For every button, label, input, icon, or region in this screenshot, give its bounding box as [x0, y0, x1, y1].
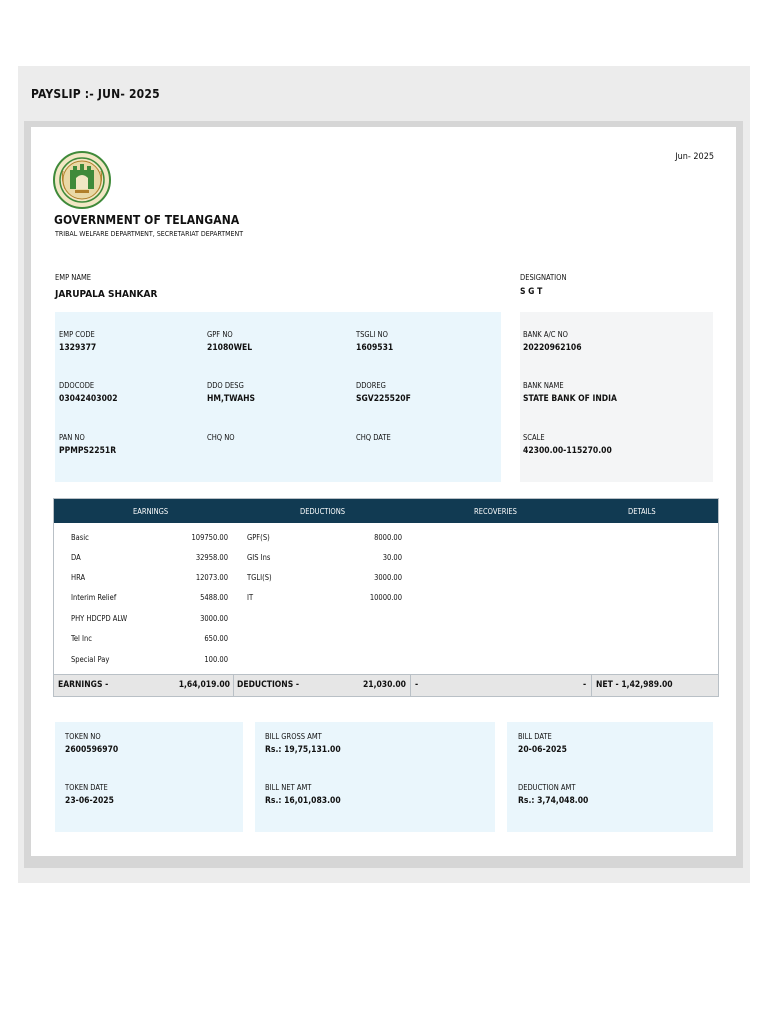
pan-no-value: PPMPS2251R — [59, 446, 117, 456]
ddo-desg-value: HM,TWAHS — [207, 394, 256, 404]
bill-gross-label: BILL GROSS AMT — [265, 732, 322, 741]
bank-name-field — [523, 381, 617, 404]
bill-gross-value: Rs.: 19,75,131.00 — [265, 745, 341, 755]
token-date-label: TOKEN DATE — [65, 783, 108, 792]
bill-date-label: BILL DATE — [518, 732, 552, 741]
earning-name: PHY HDCPD ALW — [71, 614, 128, 623]
earning-name: Special Pay — [71, 655, 110, 664]
token-box — [55, 722, 243, 832]
header-details: DETAILS — [628, 507, 656, 516]
telangana-emblem-icon — [53, 151, 111, 209]
token-date-value: 23-06-2025 — [65, 796, 114, 806]
bill-date-field — [518, 732, 567, 755]
pan-no-label: PAN NO — [59, 433, 85, 442]
ddo-desg-field — [207, 381, 255, 404]
earning-amount: 5488.00 — [200, 593, 228, 602]
tsgli-no-label: TSGLI NO — [356, 330, 388, 339]
scale-field — [523, 433, 612, 456]
chq-no-label: CHQ NO — [207, 433, 235, 442]
token-no-field — [65, 732, 118, 755]
payslip-period: Jun- 2025 — [675, 152, 714, 162]
gpf-no-label: GPF NO — [207, 330, 233, 339]
footer-divider — [410, 675, 411, 696]
bill-net-label: BILL NET AMT — [265, 783, 312, 792]
ddoreg-field — [356, 381, 411, 404]
organization-name: GOVERNMENT OF TELANGANA — [54, 213, 240, 227]
bill-net-value: Rs.: 16,01,083.00 — [265, 796, 341, 806]
emp-code-label: EMP CODE — [59, 330, 95, 339]
pay-table-footer — [54, 674, 718, 696]
pay-table — [53, 498, 719, 697]
bank-acno-label: BANK A/C NO — [523, 330, 568, 339]
scale-label: SCALE — [523, 433, 545, 442]
token-no-label: TOKEN NO — [65, 732, 101, 741]
earnings-total-label: EARNINGS - — [58, 680, 109, 690]
page-title: PAYSLIP :- JUN- 2025 — [31, 87, 160, 101]
bank-name-value: STATE BANK OF INDIA — [523, 394, 617, 404]
emp-name-value: JARUPALA SHANKAR — [55, 289, 158, 300]
deduction-amt-field — [518, 783, 588, 806]
ddoreg-label: DDOREG — [356, 381, 386, 390]
designation-label: DESIGNATION — [520, 273, 567, 282]
token-date-field — [65, 783, 114, 806]
net-pay: NET - 1,42,989.00 — [596, 680, 673, 690]
footer-divider — [591, 675, 592, 696]
recoveries-total-right: - — [583, 680, 587, 690]
ddocode-field — [59, 381, 118, 404]
header-earnings: EARNINGS — [133, 507, 169, 516]
deduction-name: TGLI(S) — [247, 573, 272, 582]
earning-name: Tel Inc — [71, 634, 92, 643]
pan-no-field — [59, 433, 116, 456]
ddocode-label: DDOCODE — [59, 381, 95, 390]
payslip-frame — [24, 121, 743, 868]
earning-amount: 100.00 — [204, 655, 228, 664]
deduction-amt-value: Rs.: 3,74,048.00 — [518, 796, 589, 806]
bank-details-panel — [520, 312, 713, 482]
ddo-desg-label: DDO DESG — [207, 381, 244, 390]
tsgli-no-field — [356, 330, 393, 353]
header-deductions: DEDUCTIONS — [300, 507, 346, 516]
bill-amount-box — [255, 722, 495, 832]
earning-amount: 650.00 — [204, 634, 228, 643]
deduction-amount: 10000.00 — [369, 593, 402, 602]
bill-net-field — [265, 783, 341, 806]
payslip-container — [18, 66, 750, 883]
chq-date-label: CHQ DATE — [356, 433, 391, 442]
gpf-no-field — [207, 330, 252, 353]
chq-date-field — [356, 433, 391, 446]
footer-divider — [233, 675, 234, 696]
deduction-name: IT — [247, 593, 254, 602]
deduction-amt-label: DEDUCTION AMT — [518, 783, 576, 792]
deductions-total-label: DEDUCTIONS - — [237, 680, 300, 690]
bank-name-label: BANK NAME — [523, 381, 564, 390]
department-name: TRIBAL WELFARE DEPARTMENT, SECRETARIAT DEPARTMENT — [55, 230, 244, 238]
payslip-paper — [31, 127, 736, 856]
scale-value: 42300.00-115270.00 — [523, 446, 612, 456]
bank-acno-value: 20220962106 — [523, 343, 582, 353]
earning-name: Interim Relief — [71, 593, 117, 602]
emp-name-label: EMP NAME — [55, 273, 92, 282]
chq-no-field — [207, 433, 235, 446]
emp-code-field — [59, 330, 96, 353]
deduction-amount: 3000.00 — [374, 573, 402, 582]
earning-name: Basic — [71, 533, 89, 542]
ddoreg-value: SGV225520F — [356, 394, 411, 404]
ddocode-value: 03042403002 — [59, 394, 118, 404]
earning-amount: 109750.00 — [191, 533, 228, 542]
earning-amount: 12073.00 — [195, 573, 228, 582]
tsgli-no-value: 1609531 — [356, 343, 394, 353]
deduction-amount: 8000.00 — [374, 533, 402, 542]
bank-acno-field — [523, 330, 582, 353]
recoveries-total-left: - — [415, 680, 419, 690]
deduction-name: GIS Ins — [247, 553, 271, 562]
earnings-total-value: 1,64,019.00 — [178, 680, 230, 690]
bill-date-value: 20-06-2025 — [518, 745, 567, 755]
earning-name: DA — [71, 553, 81, 562]
earning-amount: 3000.00 — [200, 614, 228, 623]
pay-table-header — [54, 499, 718, 523]
deductions-total-value: 21,030.00 — [362, 680, 406, 690]
designation-value: S G T — [520, 287, 543, 297]
bill-gross-field — [265, 732, 341, 755]
employee-details-panel — [55, 312, 501, 482]
header-recoveries: RECOVERIES — [474, 507, 517, 516]
emp-code-value: 1329377 — [59, 343, 97, 353]
bill-date-box — [507, 722, 713, 832]
gpf-no-value: 21080WEL — [207, 343, 253, 353]
earning-name: HRA — [71, 573, 86, 582]
earning-amount: 32958.00 — [195, 553, 228, 562]
token-no-value: 2600596970 — [65, 745, 119, 755]
deduction-amount: 30.00 — [382, 553, 402, 562]
deduction-name: GPF(S) — [247, 533, 270, 542]
